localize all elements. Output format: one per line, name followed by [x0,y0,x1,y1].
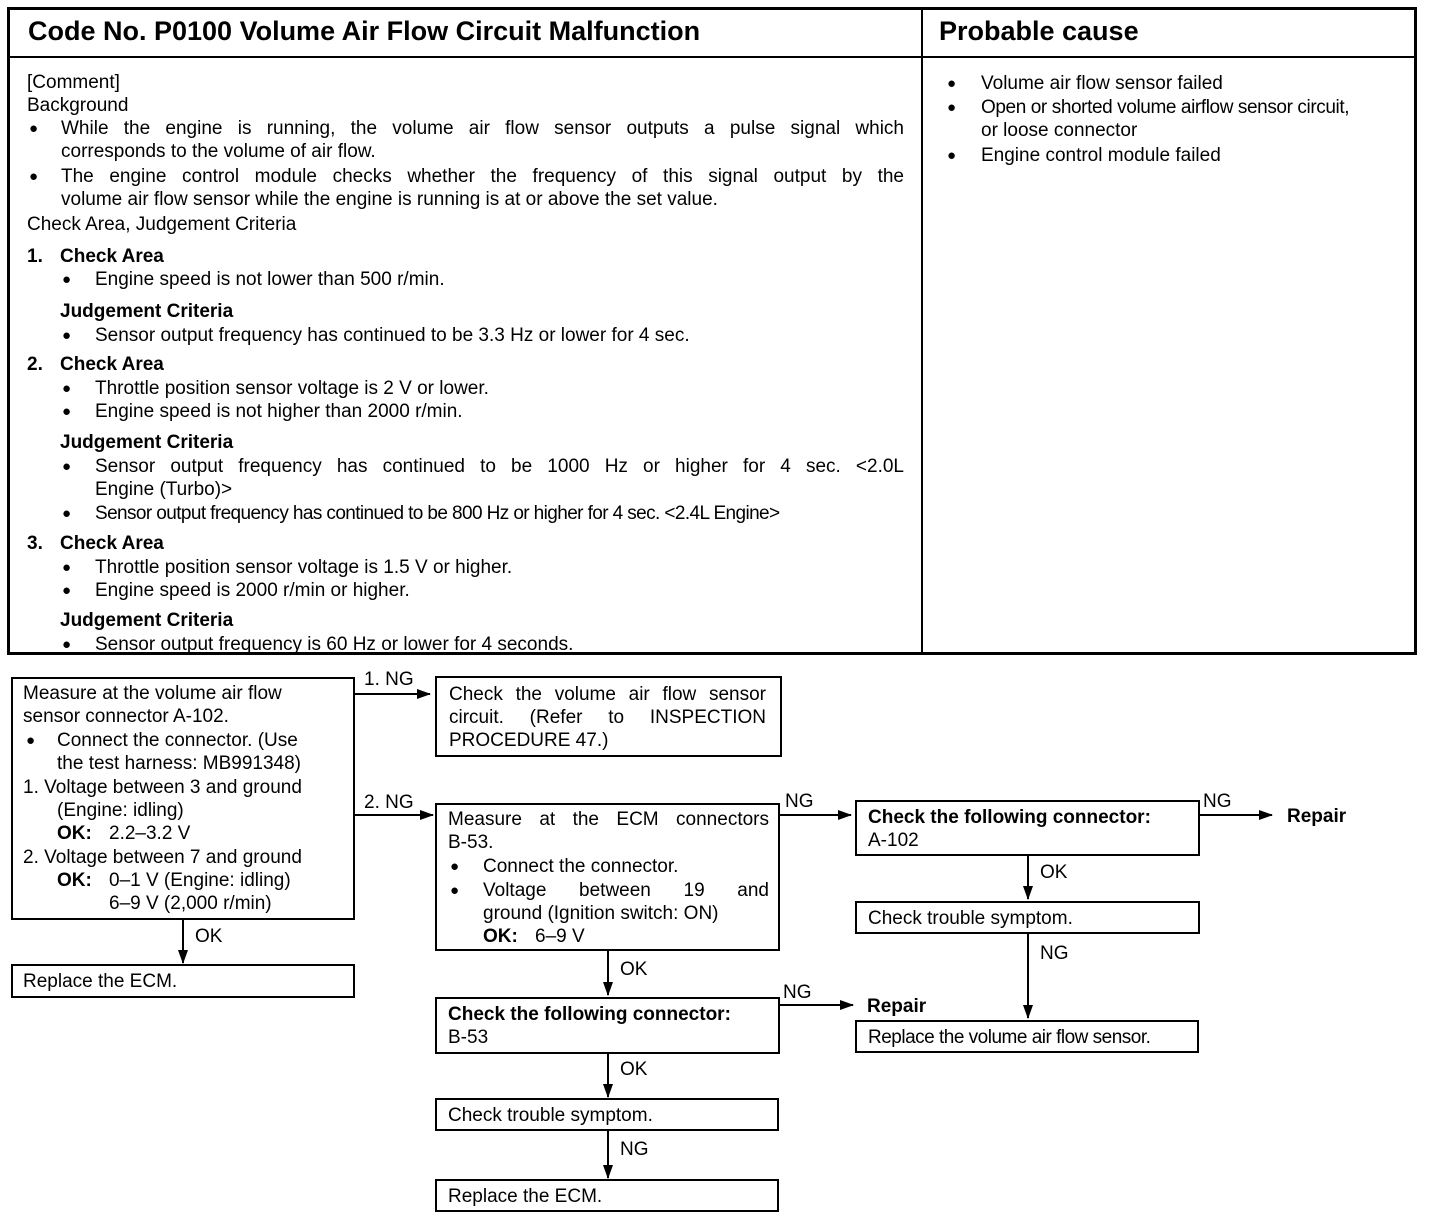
background-line: corresponds to the volume of air flow. [61,141,376,162]
box-line: Connect the connector. [483,856,679,877]
bullet-icon: ● [62,559,72,576]
judgement-criteria-label: Judgement Criteria [60,301,234,322]
connector-code: B-53 [448,1027,489,1048]
box-line: circuit. (Refer to INSPECTION [449,707,766,728]
bullet-icon: ● [62,636,72,653]
box-line: 2. Voltage between 7 and ground [23,847,302,868]
check-area-item: Throttle position sensor voltage is 1.5 V or higher. [95,557,513,578]
check-area-item: Throttle position sensor voltage is 2 V or lower. [95,378,489,399]
check-number: 2. [27,354,43,375]
box-title: Check the following connector: [448,1004,731,1025]
check-area-item: Engine speed is not lower than 500 r/min. [95,269,445,290]
ok-label: OK: [57,870,92,891]
background-label: Background [27,95,129,116]
ng-label: NG [1040,943,1069,964]
ng-label: NG [785,791,814,812]
box-line: Replace the volume air flow sensor. [868,1027,1151,1048]
check-connector-b53-box [435,997,780,1054]
ok-label: OK: [57,823,92,844]
bullet-icon: ● [947,99,957,116]
repair-label: Repair [867,996,927,1017]
ng-label: NG [620,1139,649,1160]
bullet-icon: ● [26,732,36,749]
ng2-label: 2. NG [364,792,414,813]
bullet-icon: ● [947,147,957,164]
measure-ecm-connectors-box [435,803,780,951]
box-line: (Engine: idling) [57,800,184,821]
box-line: Measure at the volume air flow [23,683,282,704]
measure-volume-air-flow-box [11,677,355,920]
check-area-label: Check Area [60,246,164,267]
ng-label: NG [783,982,812,1003]
bullet-icon: ● [62,403,72,420]
code-title: Code No. P0100 Volume Air Flow Circuit Malfunction [28,16,701,46]
bullet-icon: ● [29,168,39,185]
ok-value: 2.2–3.2 V [109,823,191,844]
background-line: While the engine is running, the volume air flow sensor outputs a pulse signal which [61,118,904,139]
replace-vaf-sensor-box [855,1020,1199,1053]
ok-label: OK [195,926,223,947]
ng-label: NG [1203,791,1232,812]
repair-label: Repair [1287,806,1347,827]
bullet-icon: ● [450,882,460,899]
bullet-icon: ● [450,858,460,875]
replace-ecm-box [11,964,355,998]
background-line: volume air flow sensor while the engine is running is at or above the set value. [61,189,718,210]
box-line: Connect the connector. (Use [57,730,298,751]
box-line: Check trouble symptom. [868,908,1073,929]
check-area-label: Check Area [60,354,164,375]
ok-label: OK [620,1059,648,1080]
check-trouble-symptom-box [435,1098,779,1131]
cause-item: Volume air flow sensor failed [981,73,1223,94]
check-trouble-symptom-box [855,901,1200,934]
ok-label: OK: [483,926,518,947]
ok-value: 0–1 V (Engine: idling) [109,870,291,891]
box-line: Measure at the ECM connectors [448,809,769,830]
bullet-icon: ● [62,380,72,397]
box-line: Check trouble symptom. [448,1105,653,1126]
box-line: 1. Voltage between 3 and ground [23,777,302,798]
bullet-icon: ● [62,271,72,288]
criteria-item: Engine (Turbo)> [95,479,233,500]
judgement-criteria-label: Judgement Criteria [60,432,234,453]
box-line: Check the volume air flow sensor [449,684,766,705]
ok-label: OK [1040,862,1068,883]
box-line: B-53. [448,832,494,853]
check-circuit-box [435,676,782,757]
check-area-item: Engine speed is 2000 r/min or higher. [95,580,410,601]
bullet-icon: ● [62,582,72,599]
box-line: the test harness: MB991348) [57,753,301,774]
bullet-icon: ● [62,327,72,344]
bullet-icon: ● [29,120,39,137]
check-connector-a102-box [855,800,1200,856]
check-number: 3. [27,533,43,554]
box-line: Voltage between 19 and [483,880,769,901]
criteria-item: Sensor output frequency has continued to be 800 Hz or higher for 4 sec. <2.4L Engine> [95,503,780,524]
bullet-icon: ● [62,505,72,522]
connector-code: A-102 [868,830,919,851]
check-area-heading: Check Area, Judgement Criteria [27,214,297,235]
background-line: The engine control module checks whether the frequency of this signal output by the [61,166,904,187]
probable-cause-title: Probable cause [939,16,1139,46]
check-number: 1. [27,246,43,267]
check-area-item: Engine speed is not higher than 2000 r/min. [95,401,463,422]
bullet-icon: ● [62,458,72,475]
ng1-label: 1. NG [364,669,414,690]
ok-value: 6–9 V (2,000 r/min) [109,893,272,914]
replace-ecm-box [435,1179,779,1212]
criteria-item: Sensor output frequency has continued to be 1000 Hz or higher for 4 sec. <2.0L [95,456,904,477]
ok-value: 6–9 V [535,926,585,947]
check-area-label: Check Area [60,533,164,554]
box-line: ground (Ignition switch: ON) [483,903,719,924]
box-line: PROCEDURE 47.) [449,730,609,751]
cause-item: Engine control module failed [981,145,1221,166]
ok-label: OK [620,959,648,980]
cause-item: Open or shorted volume airflow sensor circuit, [981,97,1350,118]
criteria-item: Sensor output frequency is 60 Hz or lower for 4 seconds. [95,634,574,655]
box-line: Replace the ECM. [23,971,178,992]
cause-item: or loose connector [981,120,1138,141]
bullet-icon: ● [947,75,957,92]
box-title: Check the following connector: [868,807,1151,828]
judgement-criteria-label: Judgement Criteria [60,610,234,631]
criteria-item: Sensor output frequency has continued to be 3.3 Hz or lower for 4 sec. [95,325,690,346]
box-line: sensor connector A-102. [23,706,229,727]
comment-label: [Comment] [27,72,120,93]
box-line: Replace the ECM. [448,1186,603,1207]
